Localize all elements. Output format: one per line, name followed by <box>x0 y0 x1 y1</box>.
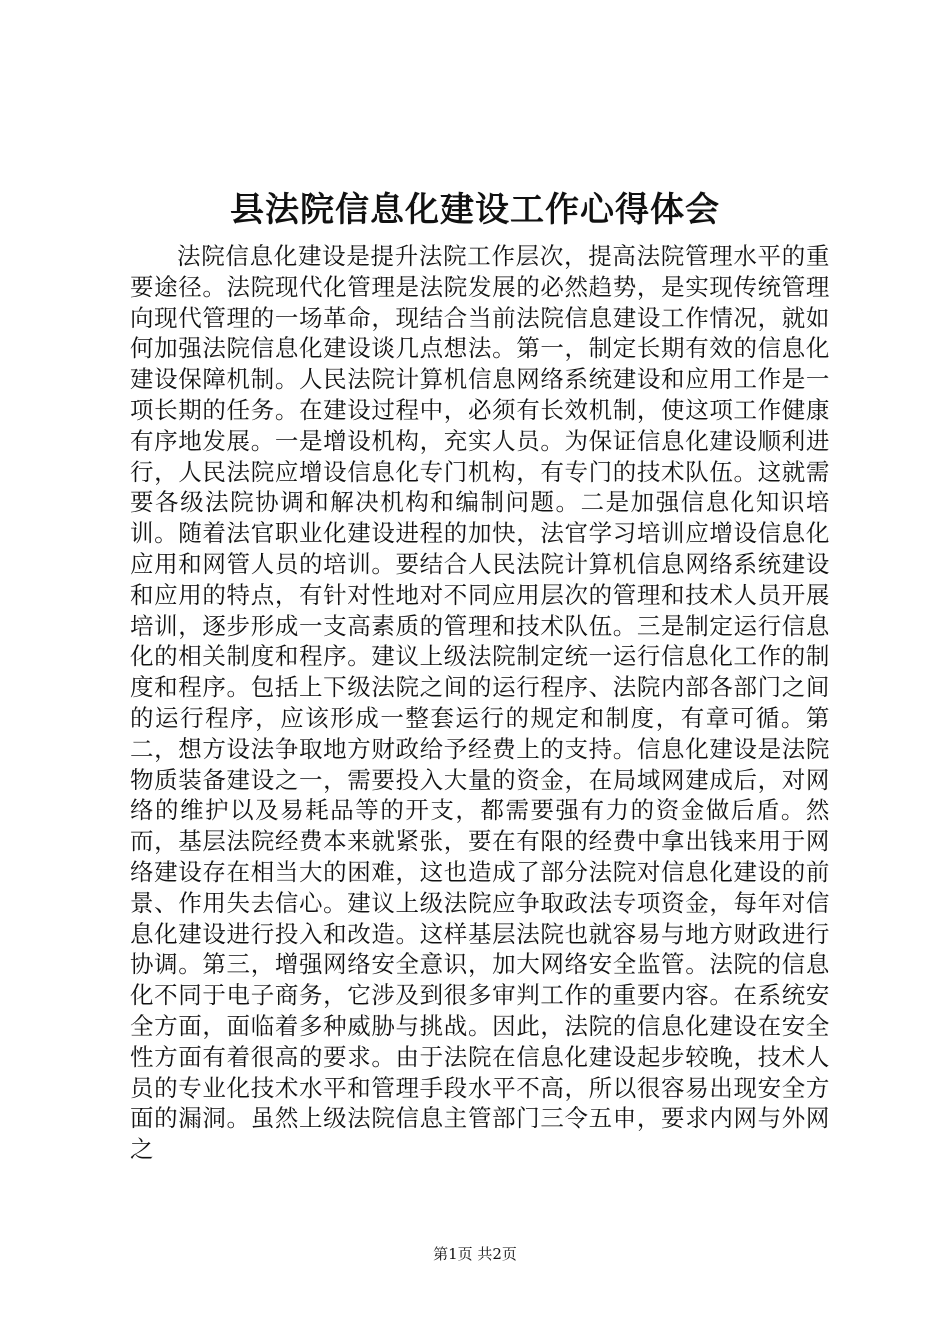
page-number-footer: 第1页 共2页 <box>433 1245 517 1263</box>
document-body-paragraph: 法院信息化建设是提升法院工作层次，提高法院管理水平的重要途径。法院现代化管理是法院发展的必然趋势，是实现传统管理向现代管理的一场革命，现结合当前法院信息建设工作情况，就如何加强法院信息化建设谈几点想法。第一，制定长期有效的信息化建设保障机制。人民法院计算机信息网络系统建设和应用工作是一项长期的任务。在建设过程中，必须有长效机制，使这项工作健康有序地发展。一是增设机构，充实人员。为保证信息化建设顺利进行，人民法院应增设信息化专门机构，有专门的技术队伍。这就需要各级法院协调和解决机构和编制问题。二是加强信息化知识培训。随着法官职业化建设进程的加快，法官学习培训应增设信息化应用和网管人员的培训。要结合人民法院计算机信息网络系统建设和应用的特点，有针对性地对不同应用层次的管理和技术人员开展培训，逐步形成一支高素质的管理和技术队伍。三是制定运行信息化的相关制度和程序。建议上级法院制定统一运行信息化工作的制度和程序。包括上下级法院之间的运行程序、法院内部各部门之间的运行程序，应该形成一整套运行的规定和制度，有章可循。第二，想方设法争取地方财政给予经费上的支持。信息化建设是法院物质装备建设之一，需要投入大量的资金，在局域网建成后，对网络的维护以及易耗品等的开支，都需要强有力的资金做后盾。然而，基层法院经费本来就紧张，要在有限的经费中拿出钱来用于网络建设存在相当大的困难，这也造成了部分法院对信息化建设的前景、作用失去信心。建议上级法院应争取政法专项资金，每年对信息化建设进行投入和改造。这样基层法院也就容易与地方财政进行协调。第三，增强网络安全意识，加大网络安全监管。法院的信息化不同于电子商务，它涉及到很多审判工作的重要内容。在系统安全方面，面临着多种威胁与挑战。因此，法院的信息化建设在安全性方面有着很高的要求。由于法院在信息化建设起步较晚，技术人员的专业化技术水平和管理手段水平不高，所以很容易出现安全方面的漏洞。虽然上级法院信息主管部门三令五申，要求内网与外网之 <box>130 242 830 1164</box>
document-title: 县法院信息化建设工作心得体会 <box>230 190 720 230</box>
